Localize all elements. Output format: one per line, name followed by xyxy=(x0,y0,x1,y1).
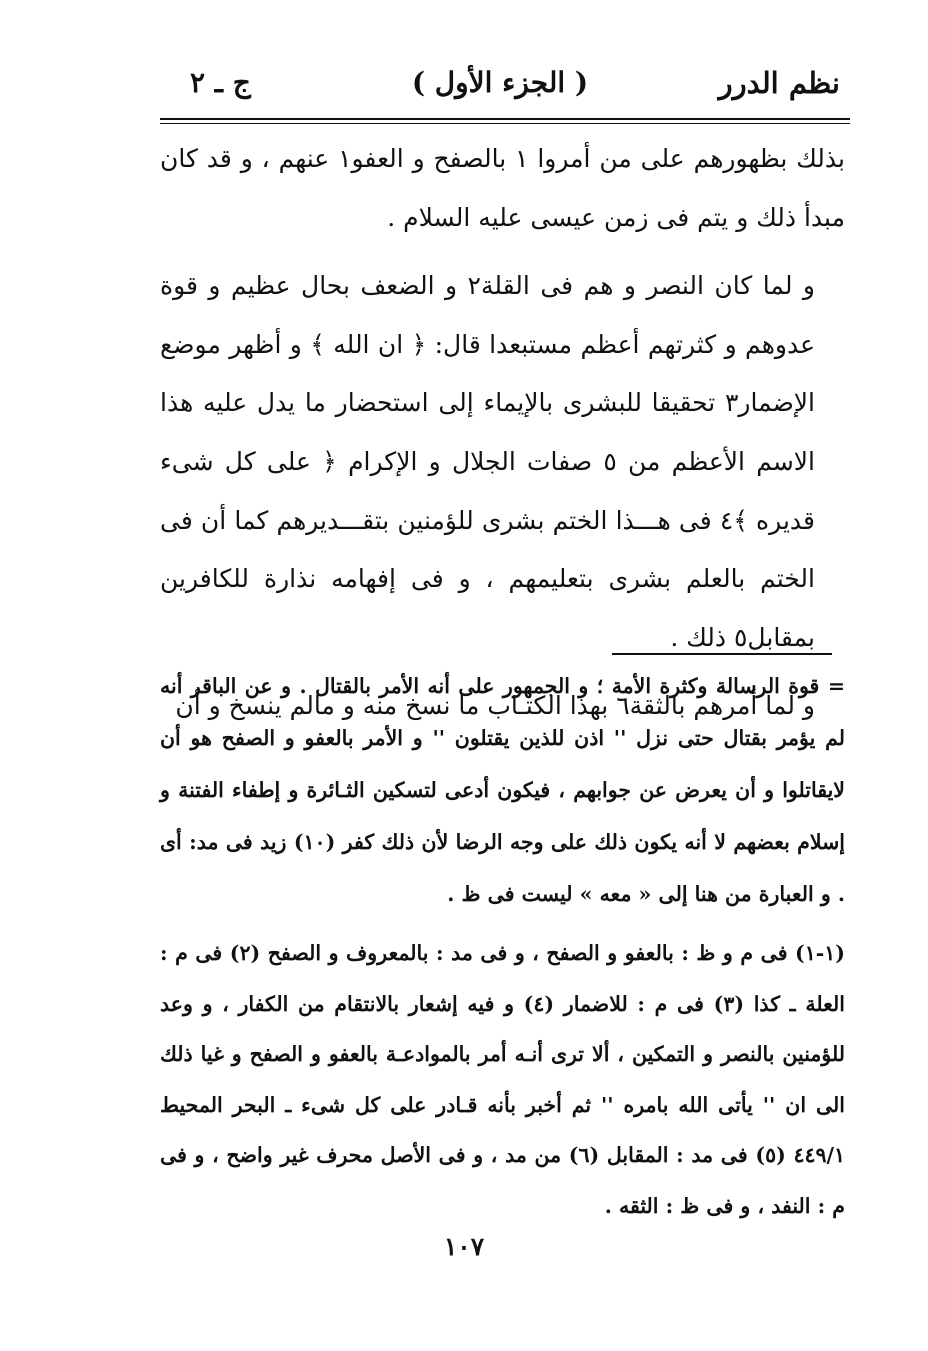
paragraph: و لما كان النصر و هم فى القلة٢ و الضعف بحال عظيم و قوة عدوهم و كثرتهم أعظم مستبعدا قال: ﴿ ان الله ﴾ و أظهر موضع الإضمار٣ تحقيقا للبشرى بالإيماء إلى استحضار ما يدل عليه هذا الاسم الأعظم من ٥ صفات الجلال و الإكرام ﴿ على كل شىء قديره ﴾٤ فى هـــذا الختم بشرى للؤمنين بتقـــديرهم كما أن فى الختم بالعلم بشرى بتعليمهم ، و فى إفهامه نذارة للكافرين بمقابل٥ ذلك . xyxy=(160,271,815,652)
part-title: ( الجزء الأول ) xyxy=(411,66,589,99)
footnotes xyxy=(160,660,845,1230)
page-number: ١٠٧ xyxy=(443,1232,485,1261)
running-header xyxy=(160,62,840,112)
book-title: نظم الدرر xyxy=(718,66,840,100)
volume-label: ج ـ ٢ xyxy=(190,66,251,99)
main-text xyxy=(160,130,846,721)
header-rule xyxy=(160,118,850,120)
header-rule-thin xyxy=(160,123,850,124)
footnote-rule xyxy=(612,653,832,655)
footnote-continuation: = قوة الرسالة وكثرة الأمة ؛ و الجمهور على أنه الأمر بالقتال . و عن الباقر أنه لم يؤمر بقتال حتى نزل '' اذن للذين يقتلون '' و الأمر بالعفو و الصفح هو أن لايقاتلوا و أن يعرض عن جوابهم ، فيكون أدعى لتسكين الثـائرة و إطفاء الفتنة و إسلام بعضهم لا أنه يكون ذلك على وجه الرضا لأن ذلك كفر (١٠) زيد فى مد: أى . و العبارة من هنا إلى « معه » ليست فى ظ . xyxy=(160,674,845,906)
paragraph: بذلك بظهورهم على من أمروا ١ بالصفح و العفو١ عنهم ، و قد كان مبدأ ذلك و يتم فى زمن عيسى عليه السلام . xyxy=(160,144,846,232)
paragraph: و لما أمرهم بالثقة٦ بهذا الكتـاب ما نسخ منه و مالم ينسخ و أن xyxy=(175,691,815,721)
footnote-variants: (١-١) فى م و ظ : بالعفو و الصفح ، و فى مد : بالمعروف و الصفح (٢) فى م : العلة ـ كذا (٣) فى م : للاضمار (٤) و فيه إشعار بالانتقام من الكفار ، و وعد للؤمنين بالنصر و التمكين ، ألا ترى أنـه أمر بالموادعـة بالعفو و الصفح و غيا ذلك الى ان '' يأتى الله بامره '' ثم أخبر بأنه قـادر على كل شىء ـ البحر المحيط ٤٤٩/١ (٥) فى مد : المقابل (٦) من مد ، و فى الأصل محرف غير واضح ، و فى م : النفد ، و فى ظ : الثقه . xyxy=(160,941,845,1218)
